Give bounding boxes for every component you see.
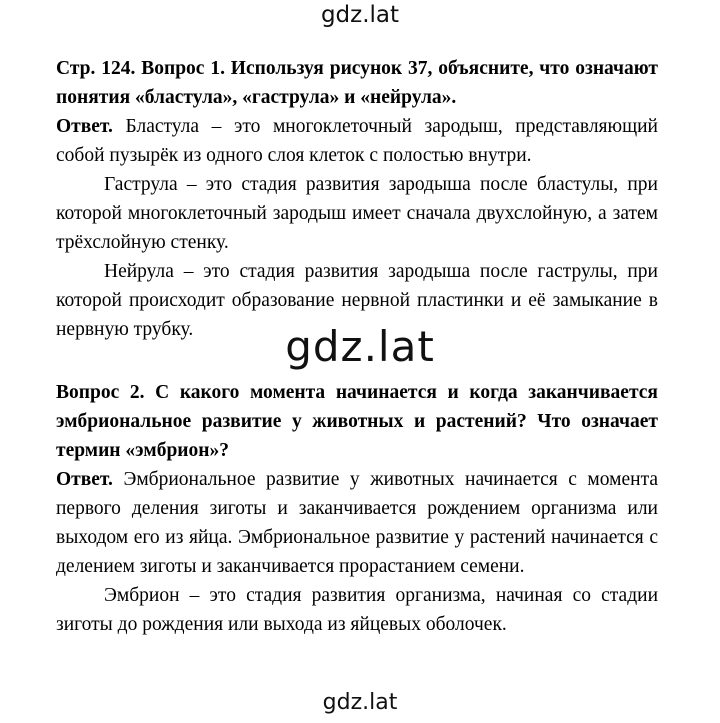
answer-1-text: Бластула – это многоклеточный зародыш, представляющий собой пузырёк из одного слоя клеток с полостью внутри.	[56, 116, 658, 166]
watermark-bottom: gdz.lat	[322, 690, 398, 715]
answer-1-paragraph-3: Нейрула – это стадия развития зародыша после гаструлы, при которой происходит образование нервной пластинки и её замыкание в нервную трубку.	[56, 261, 658, 340]
watermark-middle: gdz.lat	[285, 322, 435, 371]
answer-2-paragraph-2: Эмбрион – это стадия развития организма, начиная со стадии зиготы до рождения или выхода из яйцевых оболочек.	[56, 585, 658, 635]
answer-2-label: Ответ.	[56, 469, 113, 490]
answer-2-text: Эмбриональное развитие у животных начинается с момента первого деления зиготы и заканчивается рождением организма или выходом его из яйца. Эмбриональное развитие у растений начинается с делением зиготы и заканчивается прорастанием семени.	[56, 469, 658, 577]
question-1-title: Стр. 124. Вопрос 1. Используя рисунок 37, объясните, что означают понятия «бластула», «гаструла» и «нейрула».	[56, 58, 658, 108]
answer-1-label: Ответ.	[56, 116, 113, 137]
answer-1-paragraph-1	[56, 112, 658, 170]
answer-2-paragraph-1	[56, 465, 658, 581]
question-1-block	[56, 54, 658, 344]
watermark-top: gdz.lat	[320, 2, 400, 28]
answer-1-paragraph-2: Гаструла – это стадия развития зародыша после бластулы, при которой многоклеточный зародыш имеет сначала двухслойную, а затем трёхслойную стенку.	[56, 174, 658, 253]
question-2-title: Вопрос 2. С какого момента начинается и когда заканчивается эмбриональное развитие у животных и растений? Что означает термин «эмбрион»?	[56, 382, 658, 461]
question-2-block	[56, 378, 658, 639]
